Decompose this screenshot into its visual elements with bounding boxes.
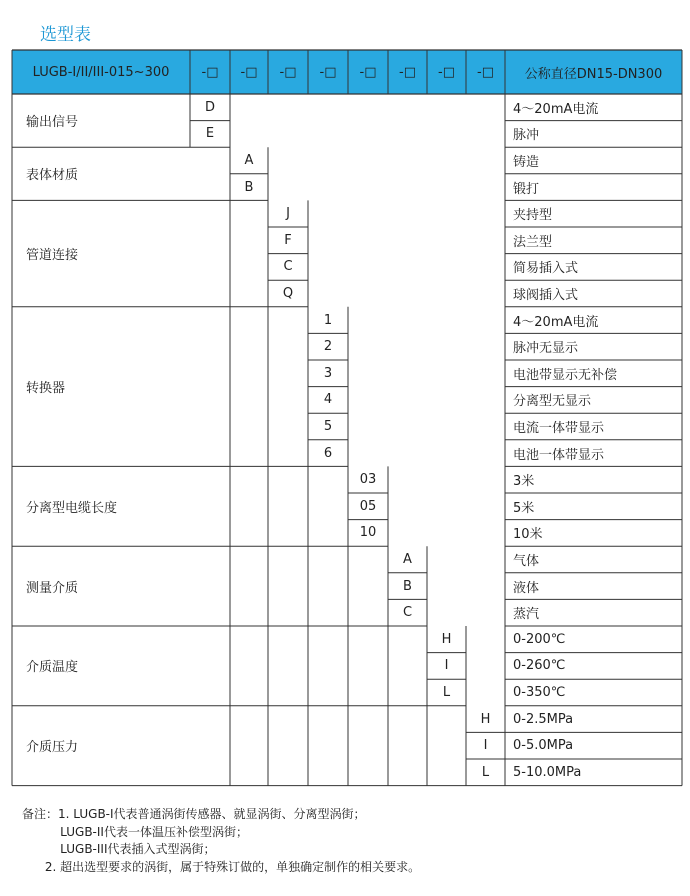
option-code: H bbox=[480, 711, 491, 727]
option-desc: 铸造 bbox=[513, 154, 540, 170]
option-desc: 5-10.0MPa bbox=[513, 764, 582, 780]
option-code: 4 bbox=[323, 392, 333, 408]
group-label-7: 介质温度 bbox=[26, 660, 79, 676]
option-code: B bbox=[244, 179, 254, 195]
option-desc: 分离型无显示 bbox=[513, 394, 592, 410]
option-code: 5 bbox=[323, 418, 333, 434]
option-code: L bbox=[442, 684, 451, 700]
note-row bbox=[22, 841, 420, 859]
option-desc: 气体 bbox=[513, 553, 540, 569]
option-desc: 法兰型 bbox=[513, 234, 553, 250]
group-label-4: 转换器 bbox=[26, 381, 66, 397]
option-desc: 电池带显示无补偿 bbox=[513, 367, 618, 383]
header-code-8: -□ bbox=[477, 64, 494, 80]
option-desc: 4～20mA电流 bbox=[513, 101, 599, 117]
option-code: 10 bbox=[359, 525, 377, 541]
option-code: 2 bbox=[323, 339, 333, 355]
option-desc: 液体 bbox=[513, 580, 540, 596]
option-desc: 0-5.0MPa bbox=[513, 738, 574, 754]
notes-indent bbox=[22, 825, 45, 839]
notes-prefix: 备注： bbox=[22, 807, 59, 821]
group-label-3: 管道连接 bbox=[26, 248, 79, 264]
option-desc: 4～20mA电流 bbox=[513, 314, 599, 330]
header-code-3: -□ bbox=[279, 64, 297, 80]
option-code: 1 bbox=[323, 312, 333, 328]
note-line: 1. LUGB-I代表普通涡街传感器、就显涡街、分离型涡街； bbox=[58, 807, 366, 821]
option-desc: 锻打 bbox=[513, 181, 540, 197]
option-code: J bbox=[286, 206, 290, 222]
header-code-4: -□ bbox=[319, 64, 337, 80]
header-code-2: -□ bbox=[240, 64, 258, 80]
notes-indent bbox=[22, 842, 45, 856]
option-desc: 电流一体带显示 bbox=[513, 420, 605, 436]
group-label-8: 介质压力 bbox=[26, 740, 79, 756]
note-line: LUGB-III代表插入式型涡街； bbox=[44, 842, 216, 856]
option-code: 03 bbox=[359, 472, 377, 488]
option-code: A bbox=[403, 551, 412, 567]
option-code: 3 bbox=[323, 365, 333, 381]
option-code: H bbox=[441, 631, 452, 647]
group-label-6: 测量介质 bbox=[26, 580, 79, 596]
option-code: I bbox=[444, 658, 449, 674]
option-code: 6 bbox=[323, 445, 333, 461]
option-code: B bbox=[403, 578, 412, 594]
header-model: LUGB-I/II/III-015~300 bbox=[32, 64, 170, 80]
group-label-5: 分离型电缆长度 bbox=[26, 500, 118, 516]
notes bbox=[22, 806, 420, 876]
header-code-1: -□ bbox=[201, 64, 219, 80]
note-line: LUGB-II代表一体温压补偿型涡街； bbox=[44, 824, 248, 839]
option-code: F bbox=[284, 232, 292, 248]
option-code: I bbox=[483, 738, 488, 754]
option-desc: 5米 bbox=[513, 500, 535, 516]
option-desc: 蒸汽 bbox=[513, 607, 540, 623]
option-desc: 脉冲无显示 bbox=[513, 341, 579, 357]
header-nominal: 公称直径DN15-DN300 bbox=[524, 66, 663, 82]
option-code: E bbox=[205, 126, 215, 142]
option-desc: 夹持型 bbox=[513, 208, 553, 224]
option-desc: 简易插入式 bbox=[513, 261, 579, 277]
header-code-6: -□ bbox=[399, 64, 416, 80]
option-desc: 0-260℃ bbox=[513, 658, 566, 674]
option-desc: 0-2.5MPa bbox=[513, 711, 574, 727]
header-code-7: -□ bbox=[438, 64, 455, 80]
note-row bbox=[22, 806, 420, 824]
option-code: C bbox=[283, 259, 293, 275]
header-code-5: -□ bbox=[359, 64, 377, 80]
option-code: A bbox=[244, 152, 254, 168]
option-code: Q bbox=[282, 285, 294, 301]
option-desc: 3米 bbox=[513, 474, 535, 490]
option-desc: 脉冲 bbox=[513, 128, 540, 144]
page-title: 选型表 bbox=[40, 25, 91, 45]
option-desc: 0-350℃ bbox=[513, 684, 566, 700]
option-code: 05 bbox=[359, 498, 377, 514]
note-row bbox=[22, 859, 420, 877]
option-code: D bbox=[204, 99, 215, 115]
option-desc: 球阀插入式 bbox=[513, 287, 579, 303]
note-line: 2. 超出选型要求的涡街，属于特殊订做的，单独确定制作的相关要求。 bbox=[44, 859, 421, 874]
group-label-2: 表体材质 bbox=[26, 168, 79, 184]
group-label-1: 输出信号 bbox=[26, 115, 79, 131]
option-code: L bbox=[481, 764, 490, 780]
option-code: C bbox=[402, 605, 413, 621]
notes-indent bbox=[22, 860, 45, 874]
option-desc: 电池一体带显示 bbox=[513, 447, 605, 463]
option-desc: 0-200℃ bbox=[513, 631, 566, 647]
option-desc: 10米 bbox=[513, 527, 543, 543]
note-row bbox=[22, 824, 420, 842]
